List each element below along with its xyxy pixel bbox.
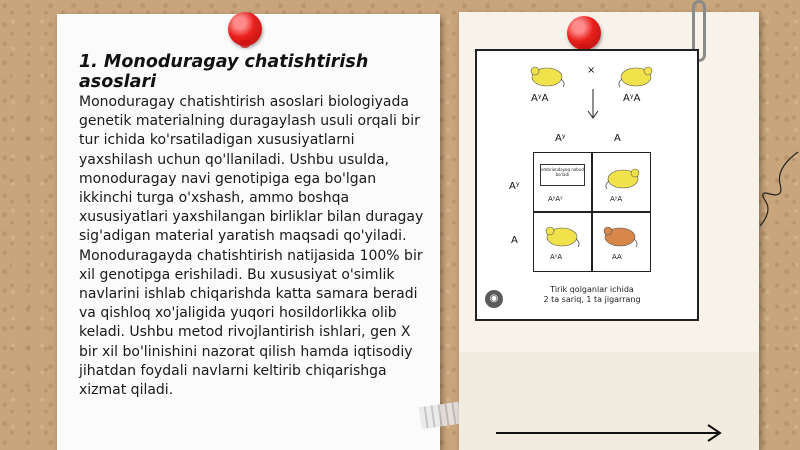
genetics-cross-diagram [475,49,699,321]
yellow-mouse-icon [614,63,656,89]
cell-genotype-tl: AʸAʸ [548,195,563,203]
push-pin-icon [228,12,262,46]
brown-mouse-icon [598,223,642,249]
yellow-mouse-icon [599,165,643,191]
left-note-card [57,14,440,450]
grid-divider [534,211,650,213]
gamete-left-2: A [511,235,518,246]
yellow-mouse-icon [540,223,584,249]
gamete-left-1: Aʸ [509,181,520,192]
arrow-right-icon [496,424,722,442]
caption-line-2: 2 ta sariq, 1 ta jigarrang [543,295,641,304]
scribble-decoration [758,150,800,230]
slide-body-text: Monoduragay chatishtirish asoslari biologiyada genetik materialning duragaylash usuli orqali bir tur ichida ko'rsatiladigan xususiyatlarni yaxshilash uchun qo'llaniladi. Ushbu usulda, monoduragay navi genotipiga ega bo'lgan ikkinchi turga o'xshash, ammo boshqa xususiyatlari yaxshilangan birliklar bilan duragay sig'adigan material yaratish maqsadi qo'yiladi. Monoduragayda chatishtirish natijasida 100% bir xil genotipga erishiladi. Bu xususiyat o'simlik navlarini ishlab chiqarishda katta samara beradi va qishloq xo'jaligida yuqori hosildorlikka olib keladi. Ushbu metod rivojlantirish ishlari, gen X bir xil bo'linishini nazorat qilish hamda iqtisodiy jihatdan foydali navlarni keltirib chiqarishga xizmat qiladi. [79,94,424,399]
camera-icon[interactable]: ◉ [485,290,503,308]
arrow-down-icon [587,89,599,121]
parent2-genotype: AʸA [623,93,641,104]
parent1-genotype: AʸA [531,93,549,104]
lethal-note: embriondayoq nobud bo'ladi [540,164,585,186]
slide-title: 1. Monoduragay chatishtirish asoslari [79,52,369,92]
cell-genotype-bl: AʸA [550,253,563,261]
punnett-square [533,152,651,272]
cell-genotype-tr: AʸA [610,195,623,203]
diagram-caption [517,285,667,305]
cross-symbol: × [587,65,596,76]
gamete-top-1: Aʸ [555,133,566,144]
cell-genotype-br: AA [612,253,622,261]
gamete-top-2: A [614,133,621,144]
caption-line-1: Tirik qolganlar ichida [550,285,634,294]
push-pin-icon [567,16,601,50]
yellow-mouse-icon [525,63,567,89]
